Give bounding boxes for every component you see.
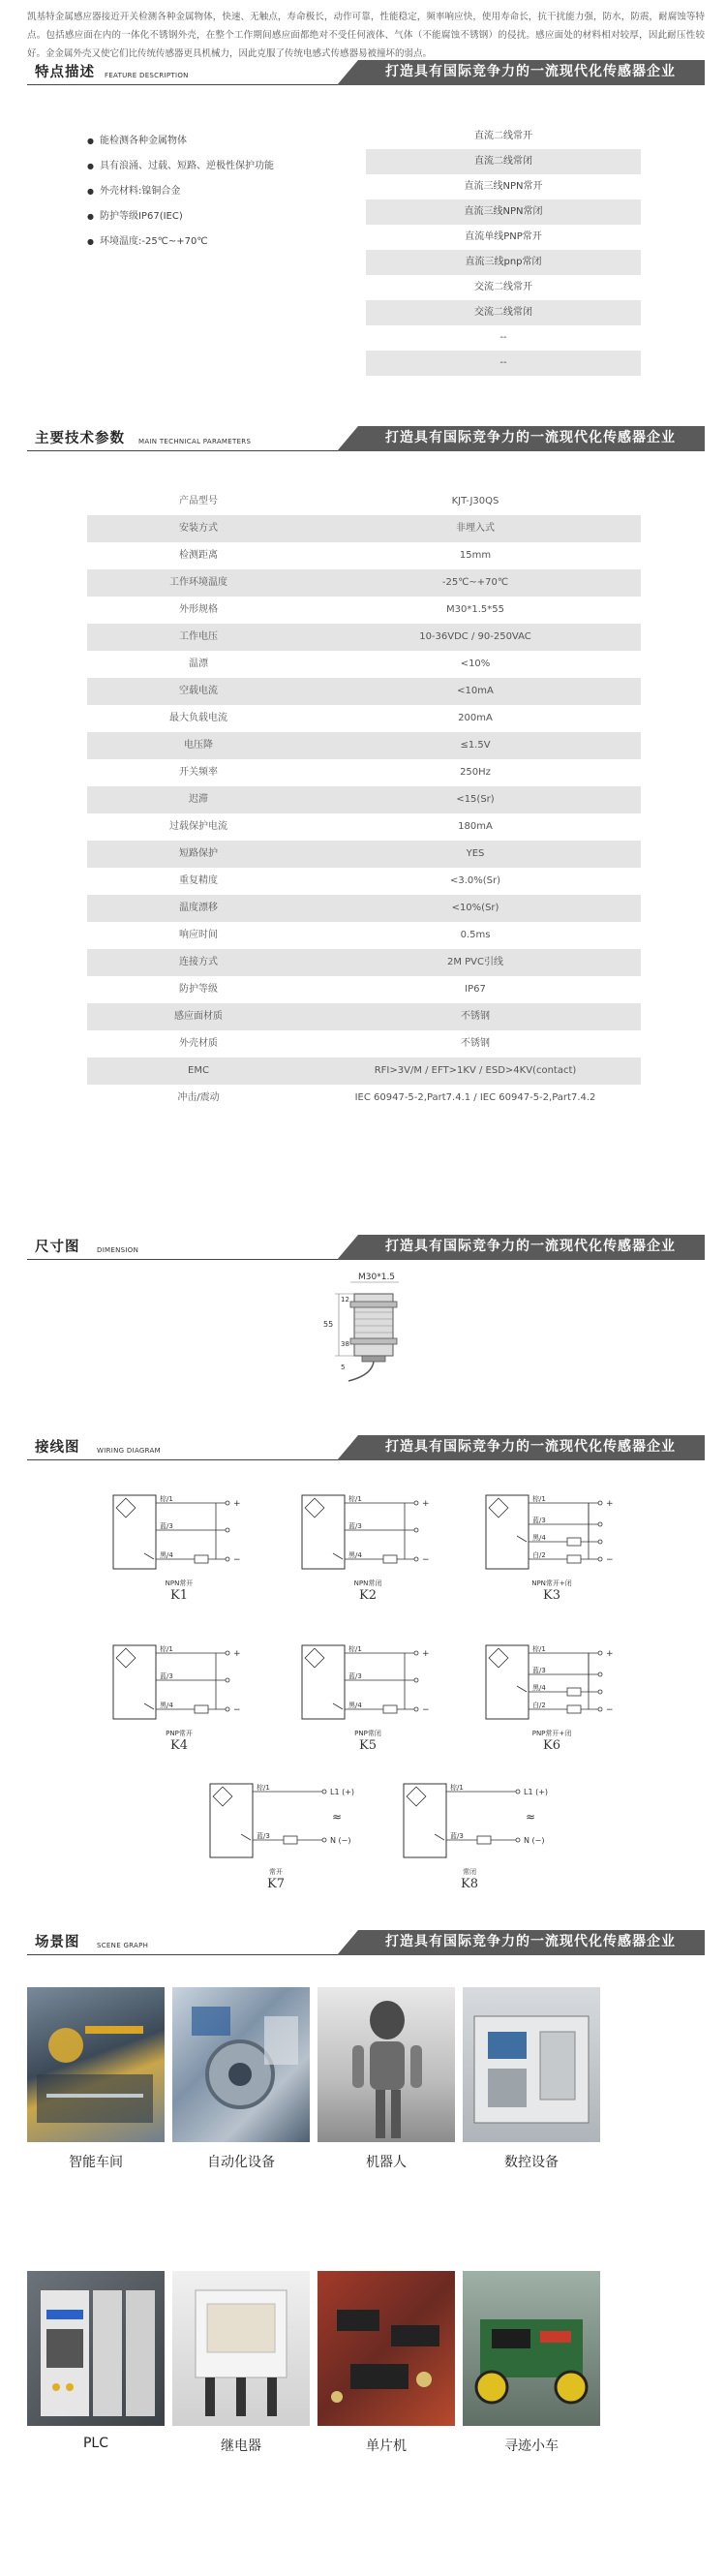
wire-label: 棕/1 xyxy=(450,1784,464,1792)
spec-row xyxy=(87,976,641,1003)
wire-label: 黑/4 xyxy=(160,1702,173,1709)
spec-key: 开关频率 xyxy=(179,767,218,778)
spec-row xyxy=(87,813,641,841)
output-type-row: -- xyxy=(366,351,641,376)
polarity-sign: − xyxy=(422,1705,430,1715)
wiring-diagram-k6 xyxy=(484,1641,624,1729)
spec-key: 温漂 xyxy=(189,659,208,669)
output-type-row: 直流三线pnp常闭 xyxy=(366,250,641,275)
wiring-type-label: PNP常闭 xyxy=(354,1730,381,1737)
wiring-diagram-k3 xyxy=(484,1491,624,1579)
spec-key: 外壳材质 xyxy=(179,1038,218,1049)
spec-value: <3.0%(Sr) xyxy=(449,875,501,886)
wire-label: 蓝/3 xyxy=(160,1522,173,1530)
polarity-sign: + xyxy=(233,1499,241,1509)
scene-image-cnc xyxy=(463,1987,600,2142)
wire-label: 棕/1 xyxy=(257,1784,270,1792)
scene-caption: 数控设备 xyxy=(504,2155,559,2170)
polarity-sign: − xyxy=(606,1705,614,1715)
section-header-dimension xyxy=(27,1235,705,1260)
spec-row xyxy=(87,515,641,542)
scene-image-plc xyxy=(27,2271,165,2426)
wire-label: 蓝/3 xyxy=(160,1672,173,1680)
spec-key: 外形规格 xyxy=(179,604,218,615)
spec-row xyxy=(87,597,641,624)
spec-row xyxy=(87,1003,641,1030)
output-type-row: -- xyxy=(499,332,507,343)
spec-row xyxy=(87,841,641,868)
spec-row xyxy=(87,1085,641,1112)
output-type-row: 交流二线常闭 xyxy=(366,300,641,325)
spec-key: 防护等级 xyxy=(179,984,218,995)
feature-item: ● 外壳材料:镍铜合金 xyxy=(87,182,180,197)
feature-item: ● 环境温度:-25℃~+70℃ xyxy=(87,232,208,247)
spec-row xyxy=(87,949,641,976)
spec-value: 不锈钢 xyxy=(461,1038,490,1049)
spec-key: 响应时间 xyxy=(179,930,218,940)
spec-value: 不锈钢 xyxy=(461,1011,490,1022)
section-title: 尺寸图 xyxy=(35,1240,80,1255)
scene-caption: 继电器 xyxy=(221,2438,261,2454)
spec-value: YES xyxy=(466,848,485,859)
wiring-diagram-label: K2 xyxy=(359,1588,377,1603)
wiring-type-label: 常闭 xyxy=(463,1868,476,1876)
output-type-row: 直流三线NPN常闭 xyxy=(366,199,641,225)
spec-row xyxy=(87,732,641,759)
section-slogan: 打造具有国际竞争力的一流现代化传感器企业 xyxy=(385,64,676,79)
spec-value: <10mA xyxy=(457,686,494,696)
scene-image-robot xyxy=(318,1987,455,2142)
spec-value: 10-36VDC / 90-250VAC xyxy=(419,631,531,642)
spec-row xyxy=(87,705,641,732)
section-header-features xyxy=(27,60,705,85)
intro-paragraph: 凯基特金属感应器接近开关检测各种金属物体，快速、无触点，寿命极长，动作可靠，性能稳定，频率响应快，使用寿命长，抗干扰能力强，防水，防震，耐腐蚀等特点。包括感应面在内的一体化不锈钢外壳，在整个工作期间感应面都绝对不受任何液体、气体（不能腐蚀不锈钢）的侵扰。感应面处的材料相对较厚，因此耐压性较好。金金属外壳又使它们比传统传感器更具机械力，因此克服了传统电感式传感器易被撞坏的弱点。 xyxy=(27,12,705,59)
wire-label: 蓝/3 xyxy=(532,1517,546,1524)
wire-label: 蓝/3 xyxy=(450,1832,464,1840)
wiring-type-label: 常开 xyxy=(269,1868,283,1876)
wire-label: 棕/1 xyxy=(160,1495,173,1503)
spec-row xyxy=(87,922,641,949)
spec-row xyxy=(87,786,641,813)
dimension-bottom: 5 xyxy=(341,1364,346,1371)
polarity-sign: + xyxy=(606,1499,614,1509)
section-subtitle: SCENE GRAPH xyxy=(97,1942,149,1949)
wiring-type-label: PNP常开+闭 xyxy=(531,1730,572,1737)
wiring-diagram-label: K1 xyxy=(170,1588,188,1603)
spec-value: 0.5ms xyxy=(460,930,491,940)
spec-row xyxy=(87,678,641,705)
wiring-diagram-label: K5 xyxy=(359,1738,377,1753)
scene-image-smart-car xyxy=(463,2271,600,2426)
thread-label: M30*1.5 xyxy=(358,1273,396,1282)
spec-key: 电压降 xyxy=(184,740,213,751)
polarity-sign: + xyxy=(422,1499,430,1509)
section-slogan: 打造具有国际竞争力的一流现代化传感器企业 xyxy=(385,1439,676,1455)
wire-label: 蓝/3 xyxy=(257,1832,270,1840)
spec-row xyxy=(87,651,641,678)
wire-label: 棕/1 xyxy=(348,1495,362,1503)
wiring-diagram-label: K3 xyxy=(543,1588,560,1603)
spec-row xyxy=(87,1058,641,1085)
dimension-thread-length: 38 xyxy=(341,1340,349,1348)
spec-key: 产品型号 xyxy=(179,496,218,506)
output-type-row: 交流二线常开 xyxy=(474,282,532,292)
section-header-wiring xyxy=(27,1435,705,1460)
spec-value: 250Hz xyxy=(460,767,491,778)
section-slogan: 打造具有国际竞争力的一流现代化传感器企业 xyxy=(385,1239,676,1254)
wire-label: 黑/4 xyxy=(532,1534,546,1542)
wiring-diagram-label: K8 xyxy=(461,1877,478,1891)
wire-label: 棕/1 xyxy=(160,1645,173,1653)
polarity-sign: − xyxy=(606,1555,614,1565)
wiring-diagram-label: K6 xyxy=(543,1738,560,1753)
spec-value: KJT-J30QS xyxy=(451,496,499,506)
spec-value: <10%(Sr) xyxy=(451,903,499,913)
wire-label: 蓝/3 xyxy=(532,1667,546,1674)
scene-caption: 机器人 xyxy=(366,2155,407,2170)
feature-item: ● 防护等级IP67(IEC) xyxy=(87,207,183,222)
spec-value: 200mA xyxy=(458,713,493,723)
spec-value: IEC 60947-5-2,Part7.4.1 / IEC 60947-5-2,Part7.4.2 xyxy=(354,1092,596,1103)
wire-label: 棕/1 xyxy=(532,1495,546,1503)
spec-value: M30*1.5*55 xyxy=(446,604,504,615)
wire-label: 黑/4 xyxy=(160,1551,173,1559)
section-subtitle: MAIN TECHNICAL PARAMETERS xyxy=(138,438,252,445)
wire-label: 蓝/3 xyxy=(348,1522,362,1530)
wire-label: 白/2 xyxy=(532,1702,546,1709)
section-title: 主要技术参数 xyxy=(35,431,125,446)
spec-key: 检测距离 xyxy=(179,550,218,561)
ac-symbol: ≈ xyxy=(526,1810,536,1824)
spec-value: ≤1.5V xyxy=(460,740,491,751)
spec-key: EMC xyxy=(188,1065,209,1076)
scene-caption: 自动化设备 xyxy=(207,2155,275,2170)
scene-image-workshop xyxy=(27,1987,165,2142)
spec-key: 迟滞 xyxy=(189,794,208,805)
spec-row xyxy=(87,488,641,515)
spec-key: 温度漂移 xyxy=(179,903,218,913)
spec-value: 15mm xyxy=(459,550,492,561)
spec-row xyxy=(87,542,641,569)
scene-image-relay xyxy=(172,2271,310,2426)
scene-caption: 智能车间 xyxy=(69,2155,123,2170)
wiring-type-label: NPN常开 xyxy=(165,1579,194,1587)
spec-row xyxy=(87,895,641,922)
output-type-row: 直流二线常开 xyxy=(474,131,532,141)
spec-key: 感应面材质 xyxy=(174,1011,223,1022)
dimension-top: 12 xyxy=(341,1296,349,1303)
spec-key: 最大负载电流 xyxy=(169,713,227,723)
spec-key: 安装方式 xyxy=(179,523,218,534)
spec-row xyxy=(87,1030,641,1058)
wire-label: 黑/4 xyxy=(348,1702,362,1709)
polarity-sign: − xyxy=(233,1555,241,1565)
scene-caption: 寻迹小车 xyxy=(504,2438,559,2454)
spec-value: -25℃~+70℃ xyxy=(441,577,509,588)
section-header-parameters xyxy=(27,426,705,451)
section-slogan: 打造具有国际竞争力的一流现代化传感器企业 xyxy=(385,430,676,445)
wire-label: 黑/4 xyxy=(348,1551,362,1559)
spec-key: 重复精度 xyxy=(179,875,218,886)
feature-item: ● 能检测各种金属物体 xyxy=(87,132,187,146)
ac-symbol: ≈ xyxy=(332,1810,343,1824)
wiring-diagram-k1 xyxy=(111,1491,252,1579)
spec-row xyxy=(87,868,641,895)
spec-key: 连接方式 xyxy=(179,957,218,967)
section-title: 场景图 xyxy=(35,1935,80,1950)
spec-value: <15(Sr) xyxy=(456,794,495,805)
spec-key: 过载保护电流 xyxy=(169,821,227,832)
polarity-sign: − xyxy=(422,1555,430,1565)
polarity-sign: + xyxy=(422,1649,430,1659)
wire-label: 蓝/3 xyxy=(348,1672,362,1680)
wiring-type-label: PNP常开 xyxy=(166,1730,193,1737)
dimension-length: 55 xyxy=(323,1320,334,1329)
terminal-label: N (−) xyxy=(330,1836,351,1845)
spec-value: IP67 xyxy=(465,984,486,995)
wiring-type-label: NPN常开+闭 xyxy=(531,1579,572,1587)
spec-value: <10% xyxy=(460,659,491,669)
spec-key: 工作环境温度 xyxy=(169,577,227,588)
section-slogan: 打造具有国际竞争力的一流现代化传感器企业 xyxy=(385,1934,676,1949)
sensor-dimension-drawing xyxy=(290,1269,436,1395)
section-title: 特点描述 xyxy=(35,65,95,80)
spec-value: RFI>3V/M / EFT>1KV / ESD>4KV(contact) xyxy=(374,1065,577,1076)
wire-label: 棕/1 xyxy=(348,1645,362,1653)
section-subtitle: FEATURE DESCRIPTION xyxy=(105,72,189,79)
output-type-row: 直流单线PNP常开 xyxy=(465,231,542,242)
scene-caption: 单片机 xyxy=(366,2438,407,2454)
spec-value: 非埋入式 xyxy=(456,523,495,534)
wiring-diagram-k2 xyxy=(300,1491,440,1579)
wiring-diagram-k5 xyxy=(300,1641,440,1729)
polarity-sign: + xyxy=(233,1649,241,1659)
spec-value: 180mA xyxy=(458,821,493,832)
terminal-label: L1 (+) xyxy=(524,1788,549,1796)
spec-row xyxy=(87,624,641,651)
feature-item: ● 具有浪涌、过载、短路、逆极性保护功能 xyxy=(87,157,274,171)
scene-caption: PLC xyxy=(82,2436,109,2451)
terminal-label: N (−) xyxy=(524,1836,545,1845)
wiring-diagram-label: K7 xyxy=(267,1877,285,1891)
scene-image-mcu xyxy=(318,2271,455,2426)
output-type-row: 直流二线常闭 xyxy=(366,149,641,174)
spec-row xyxy=(87,759,641,786)
wire-label: 白/2 xyxy=(532,1551,546,1559)
wire-label: 黑/4 xyxy=(532,1684,546,1692)
wire-label: 棕/1 xyxy=(532,1645,546,1653)
section-header-scene xyxy=(27,1930,705,1955)
section-subtitle: WIRING DIAGRAM xyxy=(97,1447,161,1455)
section-title: 接线图 xyxy=(35,1440,80,1456)
scene-image-automation xyxy=(172,1987,310,2142)
spec-key: 短路保护 xyxy=(179,848,218,859)
spec-key: 冲击/震动 xyxy=(177,1092,220,1103)
wiring-diagram-k7 xyxy=(208,1780,355,1867)
terminal-label: L1 (+) xyxy=(330,1788,355,1796)
spec-value: 2M PVC引线 xyxy=(446,957,504,967)
spec-row xyxy=(87,569,641,597)
spec-key: 工作电压 xyxy=(179,631,218,642)
polarity-sign: + xyxy=(606,1649,614,1659)
wiring-type-label: NPN常闭 xyxy=(353,1579,382,1587)
wiring-diagram-k4 xyxy=(111,1641,252,1729)
wiring-diagram-label: K4 xyxy=(170,1738,188,1753)
output-type-row: 直流三线NPN常开 xyxy=(464,181,543,192)
wiring-diagram-k8 xyxy=(402,1780,549,1867)
polarity-sign: − xyxy=(233,1705,241,1715)
section-subtitle: DIMENSION xyxy=(97,1246,139,1254)
spec-key: 空载电流 xyxy=(179,686,218,696)
